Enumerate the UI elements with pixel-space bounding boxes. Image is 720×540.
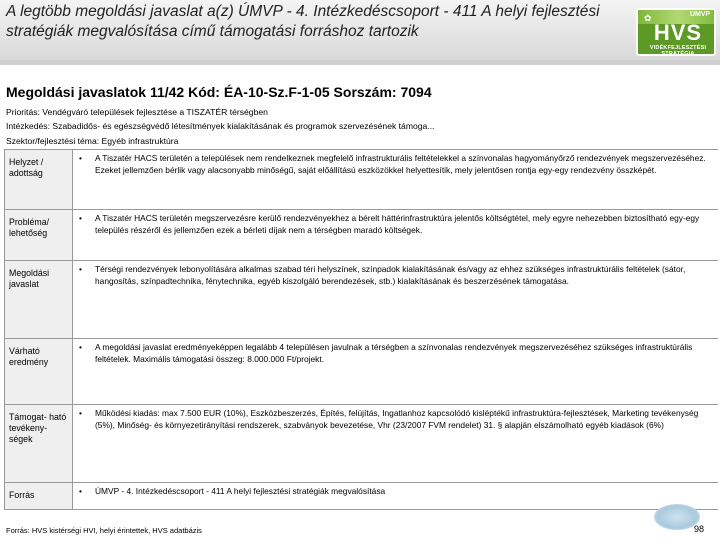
bullet-icon: •	[79, 264, 82, 274]
page-number: 98	[694, 524, 705, 534]
table-row-situation	[4, 149, 718, 209]
logo-badge: ÚMVP	[690, 11, 711, 18]
row-content	[73, 261, 718, 338]
table-row-expected-result	[4, 338, 718, 404]
row-text: A Tiszatér HACS területén a települések nem rendelkeznek megfelelő infrastrukturális feltételekkel a színvonalas hagyományőrző rendezvények megszervezéséhez. Ezeket jellemzően bérlik vagy alacsonyabb minőségű, saját előállítású eszközökkel helyettesítik, mely jelentősen rontja egy-egy rendezvény összképét.	[95, 153, 706, 175]
header-band	[0, 0, 720, 60]
hvs-logo	[636, 8, 716, 56]
leaf-icon: ✿	[644, 13, 652, 23]
bullet-icon: •	[79, 486, 82, 496]
table-row-source	[4, 482, 718, 510]
table-row-supported-activities	[4, 404, 718, 482]
row-text: ÚMVP - 4. Intézkedéscsoport - 411 A helyi fejlesztési stratégiák megvalósítása	[95, 486, 386, 496]
row-content	[73, 150, 718, 209]
row-text: Működési kiadás: max 7.500 EUR (10%), Eszközbeszerzés, Építés, felújítás, Ingatlanhoz kapcsolódó kisléptékű infrastruktúra-fejlesztések, Marketing tevékenység (5%), Minőség- és környezetirányítási rendszerek, szabványok bevezetése, Vhr (23/2007 FVM rendelet) 31. § alapján elszámolható egyéb kiadások (6%)	[95, 408, 699, 430]
row-text: A megoldási javaslat eredményeképpen legalább 4 településen javulnak a térségben a színvonalas rendezvények megszervezéséhez szükséges infrastruktúrális feltételek. Maximális támogatási összeg: 8.000.000 Ft/projekt.	[95, 342, 693, 364]
row-label: Megoldási javaslat	[4, 261, 73, 338]
bullet-icon: •	[79, 342, 82, 352]
row-text: Térségi rendezvények lebonyolítására alkalmas szabad téri helyszínek, színpadok kialakításának és/vagy az ehhez szükséges infrastruktúrális feltételek (sátor, hangosítás, színpadtechnika, fénytechnika, egyéb kiszolgáló berendezések, stb.) kialakításának és beszerzésének támogatása.	[95, 264, 686, 286]
row-label: Probléma/ lehetőség	[4, 210, 73, 260]
row-content	[73, 483, 718, 509]
header-divider	[0, 60, 720, 65]
sector-line: Szektor/fejlesztési téma: Egyéb infrastruktúra	[6, 136, 179, 146]
measure-line: Intézkedés: Szabadidős- és egészségvédő létesítmények kialakításának és programok szervezésének támoga...	[6, 121, 435, 131]
row-label: Helyzet / adottság	[4, 150, 73, 209]
header-title: A legtöbb megoldási javaslat a(z) ÚMVP - 4. Intézkedéscsoport - 411 A helyi fejlesztési stratégiák megvalósítása című támogatási forráshoz tartozik	[6, 3, 600, 40]
bullet-icon: •	[79, 153, 82, 163]
solution-table	[4, 149, 718, 510]
logo-main-text: HVS	[653, 20, 703, 45]
table-row-solution	[4, 260, 718, 338]
row-content	[73, 405, 718, 482]
logo-sub-text: VIDÉKFEJLESZTÉSI STRATÉGIA	[649, 45, 707, 56]
footer-source: Forrás: HVS kistérségi HVI, helyi érintettek, HVS adatbázis	[6, 526, 202, 535]
row-content	[73, 339, 718, 404]
row-label: Várható eredmény	[4, 339, 73, 404]
priority-line: Prioritás: Vendégváró települések fejlesztése a TISZATÉR térségben	[6, 107, 268, 117]
row-text: A Tiszatér HACS területén megszervezésre kerülő rendezvényekhez a bérelt háttérinfrastruktúra jelentős költségtétel, mely egyre nehezebben biztosítható egy-egy település részéről és jellemzően ezek a bérleti díjak nem a térségben maradó költségek.	[95, 213, 700, 235]
bullet-icon: •	[79, 213, 82, 223]
row-label: Támogat- ható tevékeny- ségek	[4, 405, 73, 482]
row-content	[73, 210, 718, 260]
page-title: Megoldási javaslatok 11/42 Kód: ÉA-10-Sz.F-1-05 Sorszám: 7094	[6, 84, 432, 100]
bullet-icon: •	[79, 408, 82, 418]
table-row-problem	[4, 209, 718, 260]
row-label: Forrás	[4, 483, 73, 509]
